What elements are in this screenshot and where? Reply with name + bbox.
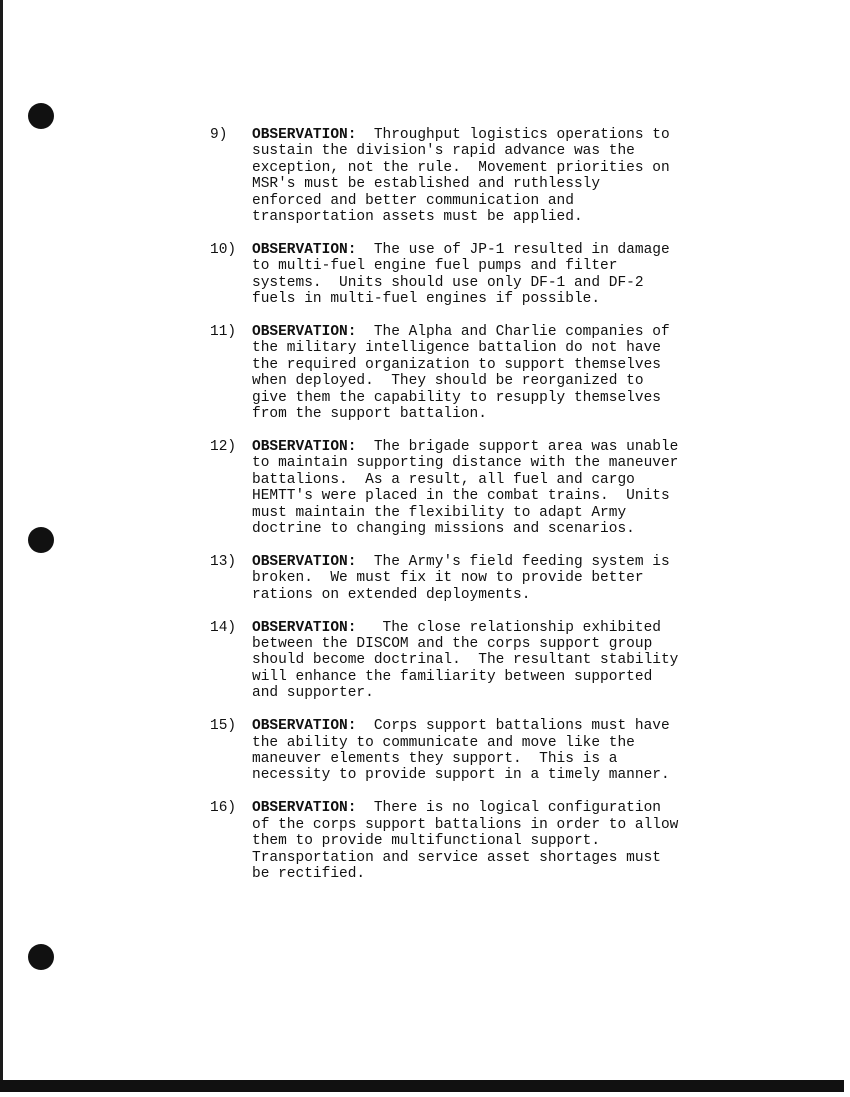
observation-label: OBSERVATION:	[252, 439, 357, 455]
observation-item	[210, 554, 750, 603]
observation-number: 14)	[210, 619, 237, 636]
observation-number: 10)	[210, 241, 237, 258]
observation-label: OBSERVATION:	[252, 553, 357, 570]
observation-label: OBSERVATION:	[252, 324, 357, 341]
punch-hole-middle	[28, 527, 54, 553]
page-left-edge	[0, 0, 3, 1080]
observation-label: OBSERVATION:	[252, 241, 357, 258]
observation-label: OBSERVATION:	[252, 127, 357, 143]
observations-list	[210, 127, 750, 899]
observation-label: OBSERVATION:	[252, 619, 357, 636]
observation-item	[210, 620, 750, 702]
observation-number: 12)	[210, 439, 237, 455]
observation-item	[210, 718, 750, 784]
observation-item	[210, 242, 750, 308]
observation-text: Corps support battalions must have the ability to communicate and move like the maneuver elements they support. This is a necessity to provide support in a timely manner.	[252, 718, 670, 784]
observation-number: 15)	[210, 718, 237, 735]
observation-text: The brigade support area was unable to maintain supporting distance with the maneuver battalions. As a result, all fuel and cargo HEMTT's were placed in the combat trains. Units must maintain the flexibility to adapt Army doctrine to changing missions and scenarios.	[252, 439, 679, 538]
observation-text: There is no logical configuration of the corps support battalions in order to allow them to provide multifunctional support. Transportation and service asset shortages must be rectified.	[252, 800, 679, 882]
observation-text: Throughput logistics operations to sustain the division's rapid advance was the exception, not the rule. Movement priorities on MSR's must be established and ruthlessly enforced and better communication and transportation assets must be applied.	[252, 127, 670, 226]
page-bottom-edge	[0, 1080, 844, 1092]
observation-text: The use of JP-1 resulted in damage to multi-fuel engine fuel pumps and filter systems. Units should use only DF-1 and DF-2 fuels in multi-fuel engines if possible.	[252, 241, 670, 308]
observation-number: 11)	[210, 324, 237, 341]
observation-label: OBSERVATION:	[252, 718, 357, 735]
punch-hole-top	[28, 103, 54, 129]
observation-number: 13)	[210, 553, 237, 570]
observation-item	[210, 800, 750, 882]
punch-hole-bottom	[28, 944, 54, 970]
observation-number: 9)	[210, 127, 228, 143]
observation-label: OBSERVATION:	[252, 800, 357, 817]
observation-text: The Alpha and Charlie companies of the military intelligence battalion do not have the required organization to support themselves when deployed. They should be reorganized to give them the capability to resupply themselves from the support battalion.	[252, 324, 670, 423]
observation-text: The Army's field feeding system is broken. We must fix it now to provide better rations on extended deployments.	[252, 553, 670, 603]
observation-number: 16)	[210, 800, 237, 817]
observation-item	[210, 439, 750, 537]
observation-item	[210, 127, 750, 225]
observation-item	[210, 324, 750, 422]
observation-text: The close relationship exhibited between the DISCOM and the corps support group should become doctrinal. The resultant stability will enhance the familiarity between supported and supporter.	[252, 619, 679, 702]
